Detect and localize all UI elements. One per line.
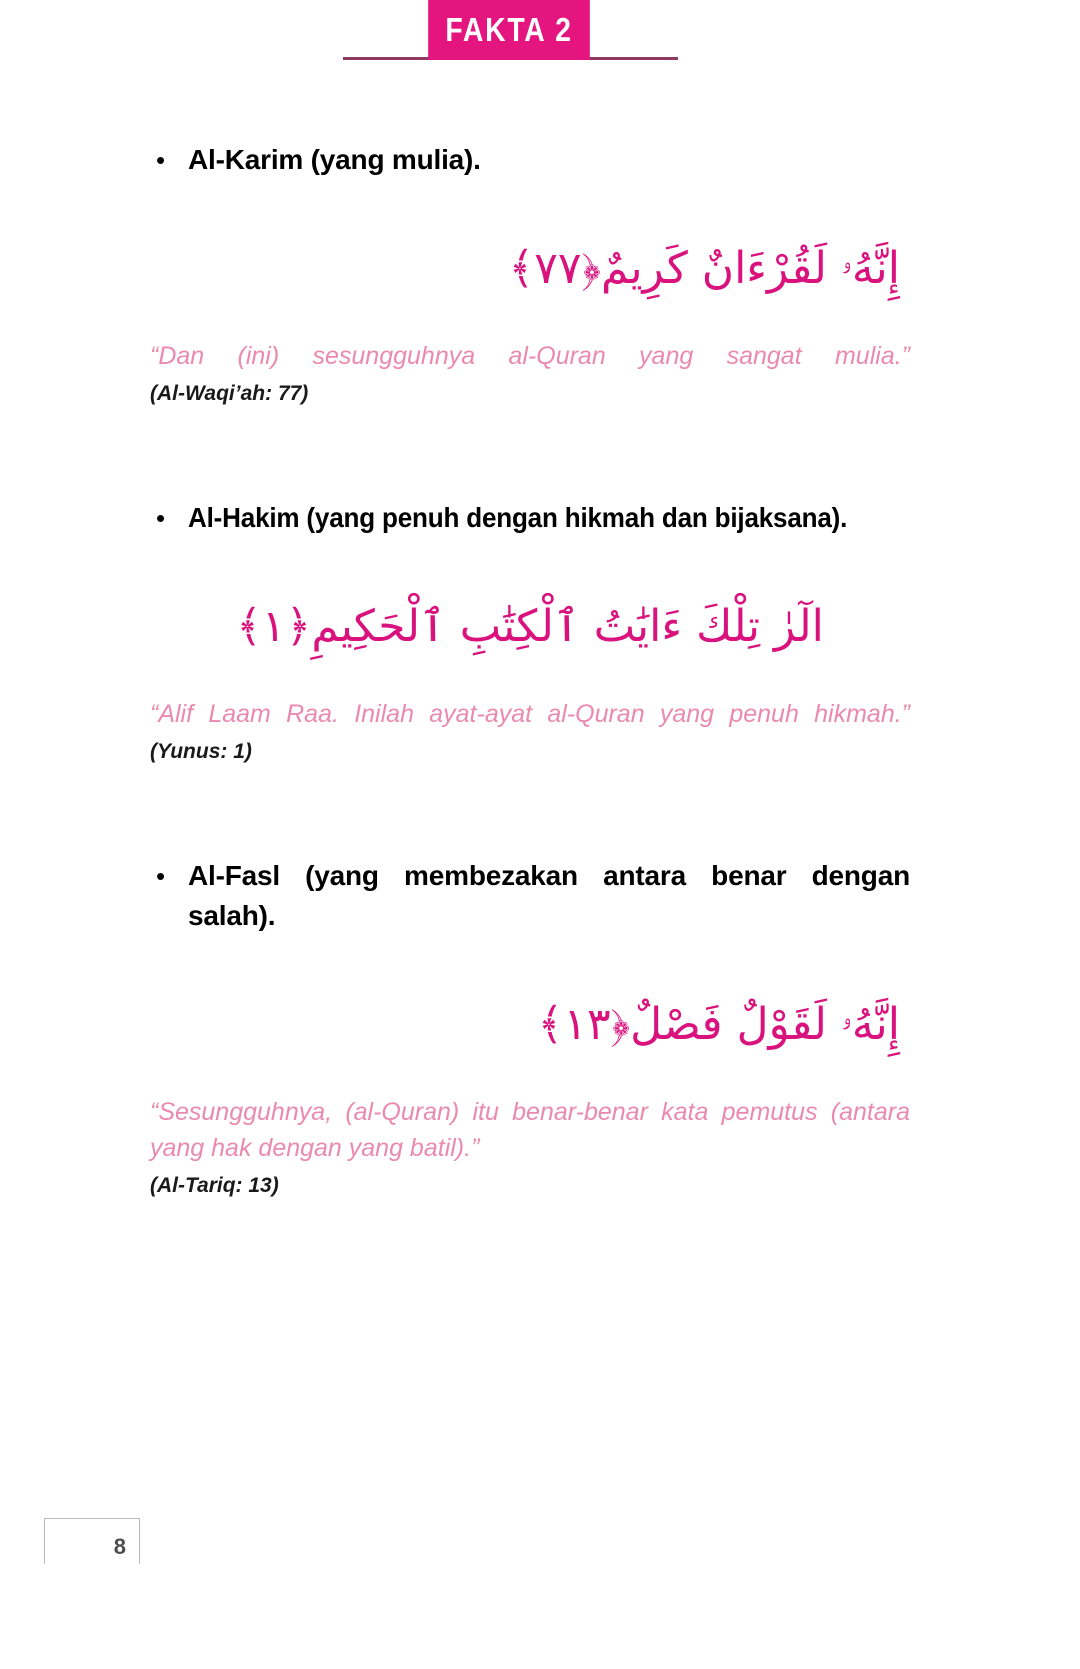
arabic-verse-text: الٓرٰ تِلْكَ ءَايَٰتُ ٱلْكِتَٰبِ ٱلْحَكِيمِ [311, 601, 824, 652]
fact-item-al-karim [150, 140, 910, 412]
bullet-line [150, 498, 910, 538]
translation-block [150, 1094, 910, 1204]
fakta-badge: FAKTA 2 [428, 0, 590, 60]
spacer [150, 302, 910, 338]
arabic-verse [150, 594, 910, 660]
fact-item-al-hakim [150, 498, 910, 770]
translation-block [150, 696, 910, 770]
spacer [150, 936, 910, 992]
fact-heading: Al-Karim (yang mulia). [188, 144, 481, 175]
translation-text: “Dan (ini) sesungguhnya al-Quran yang sangat mulia.” [150, 342, 910, 370]
verse-citation: (Al-Waqi’ah: 77) [150, 382, 309, 405]
spacer [150, 412, 910, 498]
arabic-verse [150, 236, 910, 302]
ayah-number: ١٣ [563, 999, 611, 1050]
fact-heading: Al-Fasl (yang membezakan antara benar dengan salah). [188, 860, 910, 931]
spacer [150, 538, 910, 594]
translation-text: “Sesungguhnya, (al-Quran) itu benar-benar kata pemutus (antara yang hak dengan yang batil).” [150, 1098, 910, 1162]
bullet-icon: • [156, 503, 166, 533]
fact-item-al-fasl [150, 856, 910, 1204]
ayah-marker: ﴿٧٧﴾ [508, 243, 602, 294]
ayah-marker: ﴿١﴾ [236, 601, 312, 652]
arabic-verse-text: إِنَّهُۥ لَقَوْلٌ فَصْلٌ [630, 999, 900, 1050]
translation-block [150, 338, 910, 412]
spacer [150, 180, 910, 236]
ayah-marker: ﴿١٣﴾ [537, 999, 631, 1050]
verse-citation: (Al-Tariq: 13) [150, 1174, 279, 1197]
header-rule-right [603, 57, 678, 60]
page-number: 8 [113, 1534, 126, 1559]
page-number-box [44, 1518, 140, 1564]
content-column [150, 140, 910, 1204]
spacer [150, 1058, 910, 1094]
bullet-icon: • [156, 861, 166, 891]
verse-citation: (Yunus: 1) [150, 740, 252, 763]
translation-text: “Alif Laam Raa. Inilah ayat-ayat al-Quran yang penuh hikmah.” [150, 700, 910, 728]
page-header [0, 0, 1080, 78]
fact-heading: Al-Hakim (yang penuh dengan hikmah dan bijaksana). [188, 502, 848, 533]
spacer [150, 770, 910, 856]
ayah-number: ٧٧ [534, 243, 582, 294]
ayah-number: ١ [261, 601, 286, 652]
arabic-verse-text: إِنَّهُۥ لَقُرْءَانٌ كَرِيمٌ [601, 243, 900, 294]
bullet-line [150, 856, 910, 936]
spacer [150, 660, 910, 696]
bullet-line [150, 140, 910, 180]
bullet-icon: • [156, 145, 166, 175]
arabic-verse [150, 992, 910, 1058]
